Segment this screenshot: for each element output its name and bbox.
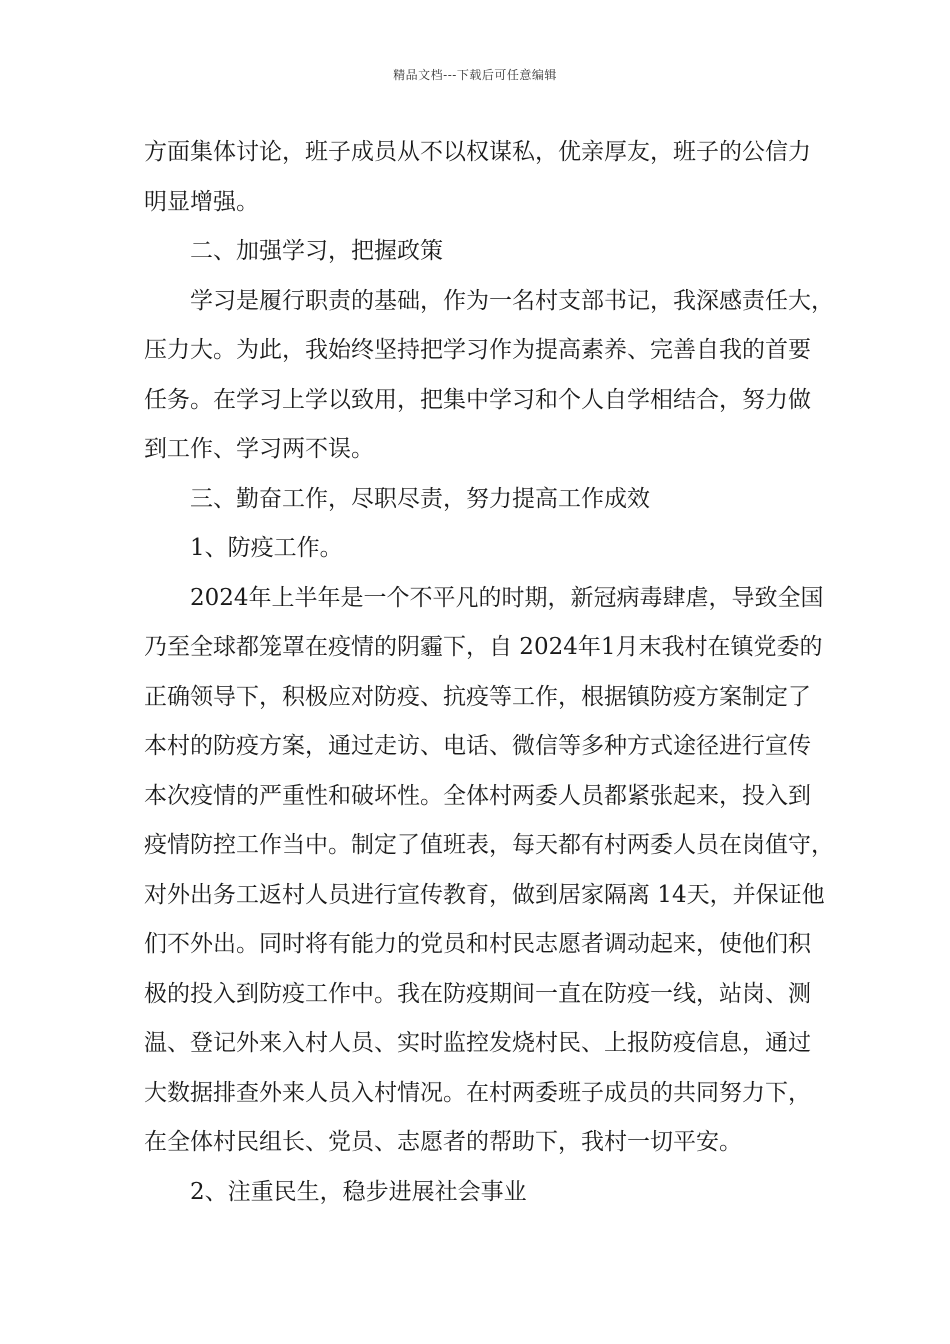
paragraph-line: 们不外出。同时将有能力的党员和村民志愿者调动起来，使他们积: [144, 931, 811, 957]
page-header: 精品文档---下载后可任意编辑: [393, 68, 557, 82]
paragraph-line: 乃至全球都笼罩在疫情的阴霾下，自 2024年1月末我村在镇党委的: [144, 634, 823, 660]
paragraph-line: 大数据排查外来人员入村情况。在村两委班子成员的共同努力下，: [144, 1079, 811, 1106]
section-heading: 三、勤奋工作，尽职尽责，努力提高工作成效: [190, 485, 650, 512]
paragraph-line: 在全体村民组长、党员、志愿者的帮助下，我村一切平安。: [144, 1129, 742, 1155]
paragraph-line: 正确领导下，积极应对防疫、抗疫等工作，根据镇防疫方案制定了: [144, 683, 811, 710]
paragraph-line: 对外出务工返村人员进行宣传教育，做到居家隔离 14天，并保证他: [144, 881, 825, 908]
paragraph-line: 极的投入到防疫工作中。我在防疫期间一直在防疫一线，站岗、测: [144, 980, 811, 1007]
paragraph-line: 压力大。为此，我始终坚持把学习作为提高素养、完善自我的首要: [144, 337, 811, 363]
subsection-heading: 1、防疫工作。: [190, 535, 343, 561]
paragraph-line: 方面集体讨论，班子成员从不以权谋私，优亲厚友，班子的公信力: [144, 139, 811, 165]
paragraph-line: 2024年上半年是一个不平凡的时期，新冠病毒肆虐，导致全国: [190, 584, 824, 611]
paragraph-line: 疫情防控工作当中。制定了值班表，每天都有村两委人员在岗值守，: [144, 832, 834, 858]
document-body: [144, 133, 834, 1222]
paragraph-line: 任务。在学习上学以致用，把集中学习和个人自学相结合，努力做: [144, 386, 811, 413]
paragraph-line: 温、登记外来入村人员、实时监控发烧村民、上报防疫信息，通过: [144, 1030, 811, 1056]
paragraph-line: 本村的防疫方案，通过走访、电话、微信等多种方式途径进行宣传: [144, 733, 811, 759]
paragraph-line: 明显增强。: [144, 188, 259, 215]
paragraph-line: 本次疫情的严重性和破坏性。全体村两委人员都紧张起来，投入到: [144, 782, 811, 809]
paragraph-line: 到工作、学习两不误。: [144, 436, 374, 462]
section-heading: 二、加强学习，把握政策: [190, 238, 443, 264]
subsection-heading: 2、注重民生，稳步进展社会事业: [190, 1178, 527, 1205]
paragraph-line: 学习是履行职责的基础，作为一名村支部书记，我深感责任大，: [190, 287, 834, 314]
